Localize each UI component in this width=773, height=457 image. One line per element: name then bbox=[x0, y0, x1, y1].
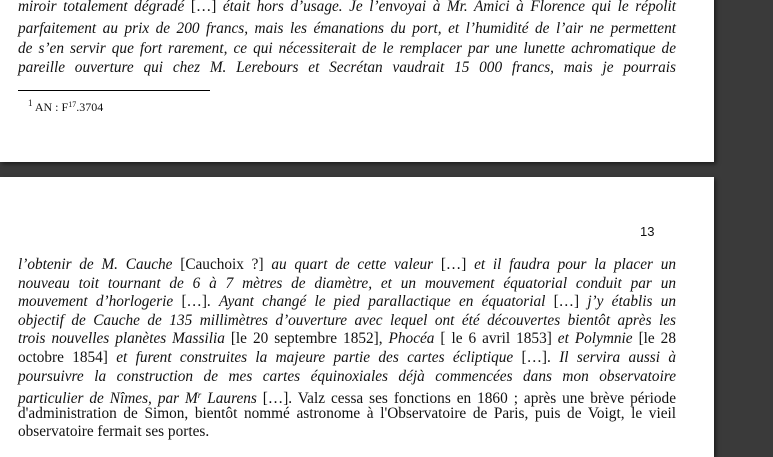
footnote: $^1$ AN : $F^{17}.3704$ bbox=[28, 98, 104, 114]
text-line: mouvement d’horlogerie […]. Ayant changé le pied parallactique en équatorial […] j’y établis un bbox=[18, 293, 676, 310]
text-line: observatoire fermait ses portes. bbox=[18, 423, 210, 440]
text-line: nouveau toit tournant de 6 à 7 mètres de diamètre, et un mouvement équatorial conduit par un bbox=[18, 275, 676, 292]
text-line: octobre 1854] et furent construites la majeure partie des cartes écliptique […]. Il servira aussi à bbox=[18, 349, 676, 366]
footnote-separator bbox=[18, 90, 210, 91]
text-line: parfaitement au prix de 200 francs, mais les émanations du port, et l’humidité de l’air ne permettent bbox=[18, 20, 676, 37]
text-line: miroir totalement dégradé […] était hors d’usage. Je l’envoyai à Mr. Amici à Florence qui le répolit bbox=[18, 0, 676, 15]
text-line: particulier de Nîmes, par $M^r$ Laurens […]. Valz cessa ses fonctions en 1860 ; après une brève période bbox=[18, 390, 676, 407]
text-line: poursuivre la construction de mes cartes équinoxiales déjà commencées dans mon observatoire bbox=[18, 368, 676, 385]
document-page-previous bbox=[0, 0, 714, 162]
text-line: trois nouvelles planètes Massilia [le 20 septembre 1852], Phocéa [ le 6 avril 1853] et Polymnie [le 28 bbox=[18, 330, 676, 347]
text-line: de s’en servir que fort rarement, ce qui nécessiterait de le remplacer par une lunette achromatique de bbox=[18, 40, 676, 57]
text-line: l’obtenir de M. Cauche [Cauchoix ?] au quart de cette valeur […] et il faudra pour la placer un bbox=[18, 256, 676, 273]
text-line: pareille ouverture qui chez M. Lerebours et Secrétan vaudrait 15 000 francs, mais je pourrais bbox=[18, 59, 676, 76]
text-line: objectif de Cauche de 135 millimètres d’ouverture avec lequel ont été découvertes bientôt après les bbox=[18, 312, 676, 329]
text-line: d'administration de Simon, bientôt nommé astronome à l'Observatoire de Paris, puis de Voigt, le vieil bbox=[18, 405, 676, 422]
document-page-current bbox=[0, 177, 714, 457]
page-number: 13 bbox=[640, 224, 655, 239]
